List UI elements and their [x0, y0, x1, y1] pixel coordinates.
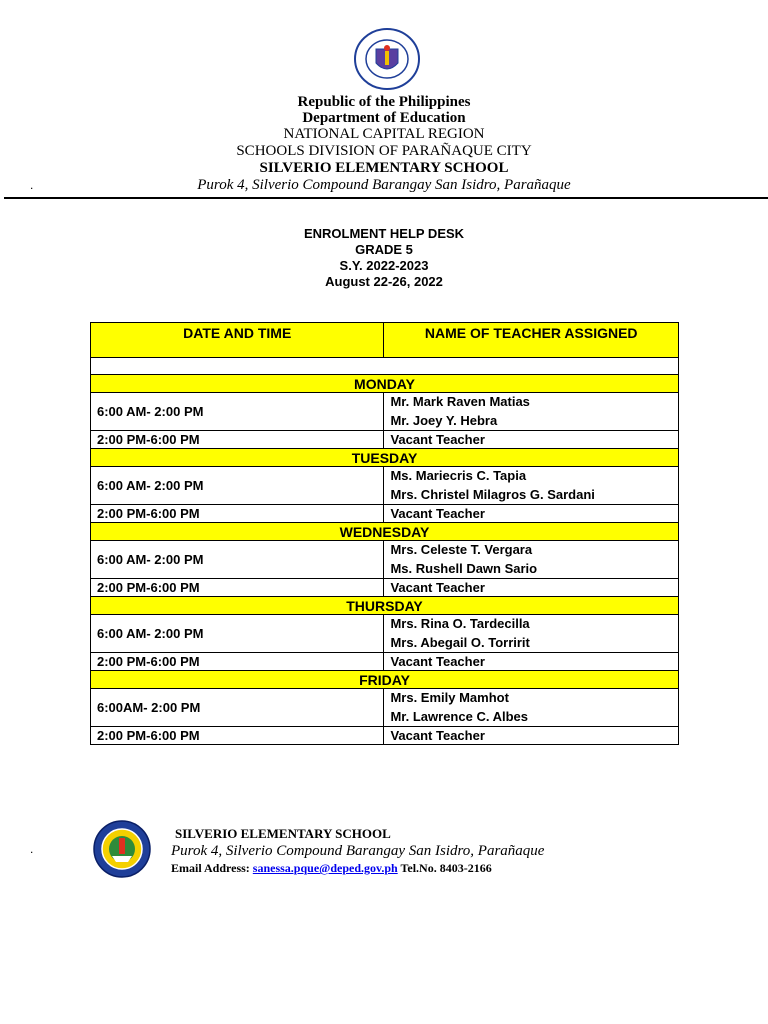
table-row	[91, 653, 679, 671]
teacher-cell	[384, 467, 679, 505]
time-slot: 2:00 PM-6:00 PM	[91, 727, 384, 745]
deped-seal-logo	[345, 27, 429, 91]
teacher-name: Vacant Teacher	[384, 653, 679, 671]
col-teacher-header: NAME OF TEACHER ASSIGNED	[384, 323, 679, 358]
header-bullet: .	[30, 178, 34, 192]
teacher-cell	[384, 393, 679, 431]
teacher-name: Vacant Teacher	[384, 431, 679, 449]
table-row	[91, 615, 679, 653]
email-label: Email Address:	[171, 861, 250, 875]
header-divider	[4, 197, 768, 199]
teacher-cell	[384, 689, 679, 727]
doc-title: ENROLMENT HELP DESK	[303, 226, 465, 241]
republic-line: Republic of the Philippines	[297, 94, 471, 110]
teacher-name: Vacant Teacher	[384, 505, 679, 523]
footer-address: Purok 4, Silverio Compound Barangay San Isidro, Parañaque	[171, 843, 545, 859]
teacher-name: Mrs. Celeste T. Vergara	[390, 542, 533, 557]
table-row	[91, 579, 679, 597]
time-slot: 2:00 PM-6:00 PM	[91, 505, 384, 523]
telephone: Tel.No. 8403-2166	[400, 861, 492, 875]
teacher-name: Mr. Mark Raven Matias	[390, 394, 530, 409]
time-slot: 6:00 AM- 2:00 PM	[91, 615, 384, 653]
blank-row	[91, 358, 679, 375]
day-row-tuesday	[91, 449, 679, 467]
schedule-table	[90, 322, 679, 745]
table-row	[91, 689, 679, 727]
region-line: NATIONAL CAPITAL REGION	[283, 126, 485, 142]
day-label: FRIDAY	[91, 671, 679, 689]
school-year: S.Y. 2022-2023	[339, 258, 429, 273]
table-row	[91, 431, 679, 449]
footer-school-name: SILVERIO ELEMENTARY SCHOOL	[175, 826, 391, 841]
school-name-header: SILVERIO ELEMENTARY SCHOOL	[259, 160, 509, 176]
email-link[interactable]: sanessa.pque@deped.gov.ph	[252, 861, 398, 875]
teacher-name: Ms. Mariecris C. Tapia	[390, 468, 527, 483]
teacher-name: Mr. Joey Y. Hebra	[390, 412, 498, 428]
teacher-name: Ms. Rushell Dawn Sario	[390, 560, 538, 576]
day-row-monday	[91, 375, 679, 393]
teacher-cell	[384, 541, 679, 579]
time-slot: 2:00 PM-6:00 PM	[91, 653, 384, 671]
teacher-name: Mrs. Rina O. Tardecilla	[390, 616, 530, 631]
day-row-wednesday	[91, 523, 679, 541]
department-line: Department of Education	[302, 110, 466, 126]
footer-contact	[171, 861, 492, 876]
time-slot: 6:00 AM- 2:00 PM	[91, 393, 384, 431]
table-row	[91, 541, 679, 579]
day-label: MONDAY	[91, 375, 679, 393]
school-logo	[92, 818, 152, 880]
grade-label: GRADE 5	[355, 242, 413, 257]
day-row-thursday	[91, 597, 679, 615]
footer-bullet: .	[30, 842, 34, 856]
teacher-name: Vacant Teacher	[384, 727, 679, 745]
time-slot: 2:00 PM-6:00 PM	[91, 431, 384, 449]
time-slot: 6:00 AM- 2:00 PM	[91, 541, 384, 579]
division-line: SCHOOLS DIVISION OF PARAÑAQUE CITY	[236, 143, 532, 159]
time-slot: 6:00 AM- 2:00 PM	[91, 467, 384, 505]
date-range: August 22-26, 2022	[325, 274, 443, 289]
time-slot: 2:00 PM-6:00 PM	[91, 579, 384, 597]
teacher-cell	[384, 615, 679, 653]
table-row	[91, 727, 679, 745]
day-label: THURSDAY	[91, 597, 679, 615]
day-row-friday	[91, 671, 679, 689]
teacher-name: Mrs. Abegail O. Torririt	[390, 634, 530, 650]
day-label: WEDNESDAY	[91, 523, 679, 541]
table-row	[91, 505, 679, 523]
school-address-header: Purok 4, Silverio Compound Barangay San Isidro, Parañaque	[197, 177, 571, 193]
teacher-name: Mrs. Christel Milagros G. Sardani	[390, 486, 595, 502]
day-label: TUESDAY	[91, 449, 679, 467]
table-row	[91, 393, 679, 431]
col-date-time-header: DATE AND TIME	[91, 323, 384, 358]
teacher-name: Mrs. Emily Mamhot	[390, 690, 509, 705]
teacher-name: Mr. Lawrence C. Albes	[390, 708, 528, 724]
table-row	[91, 467, 679, 505]
table-header-row	[91, 323, 679, 358]
time-slot: 6:00AM- 2:00 PM	[91, 689, 384, 727]
teacher-name: Vacant Teacher	[384, 579, 679, 597]
